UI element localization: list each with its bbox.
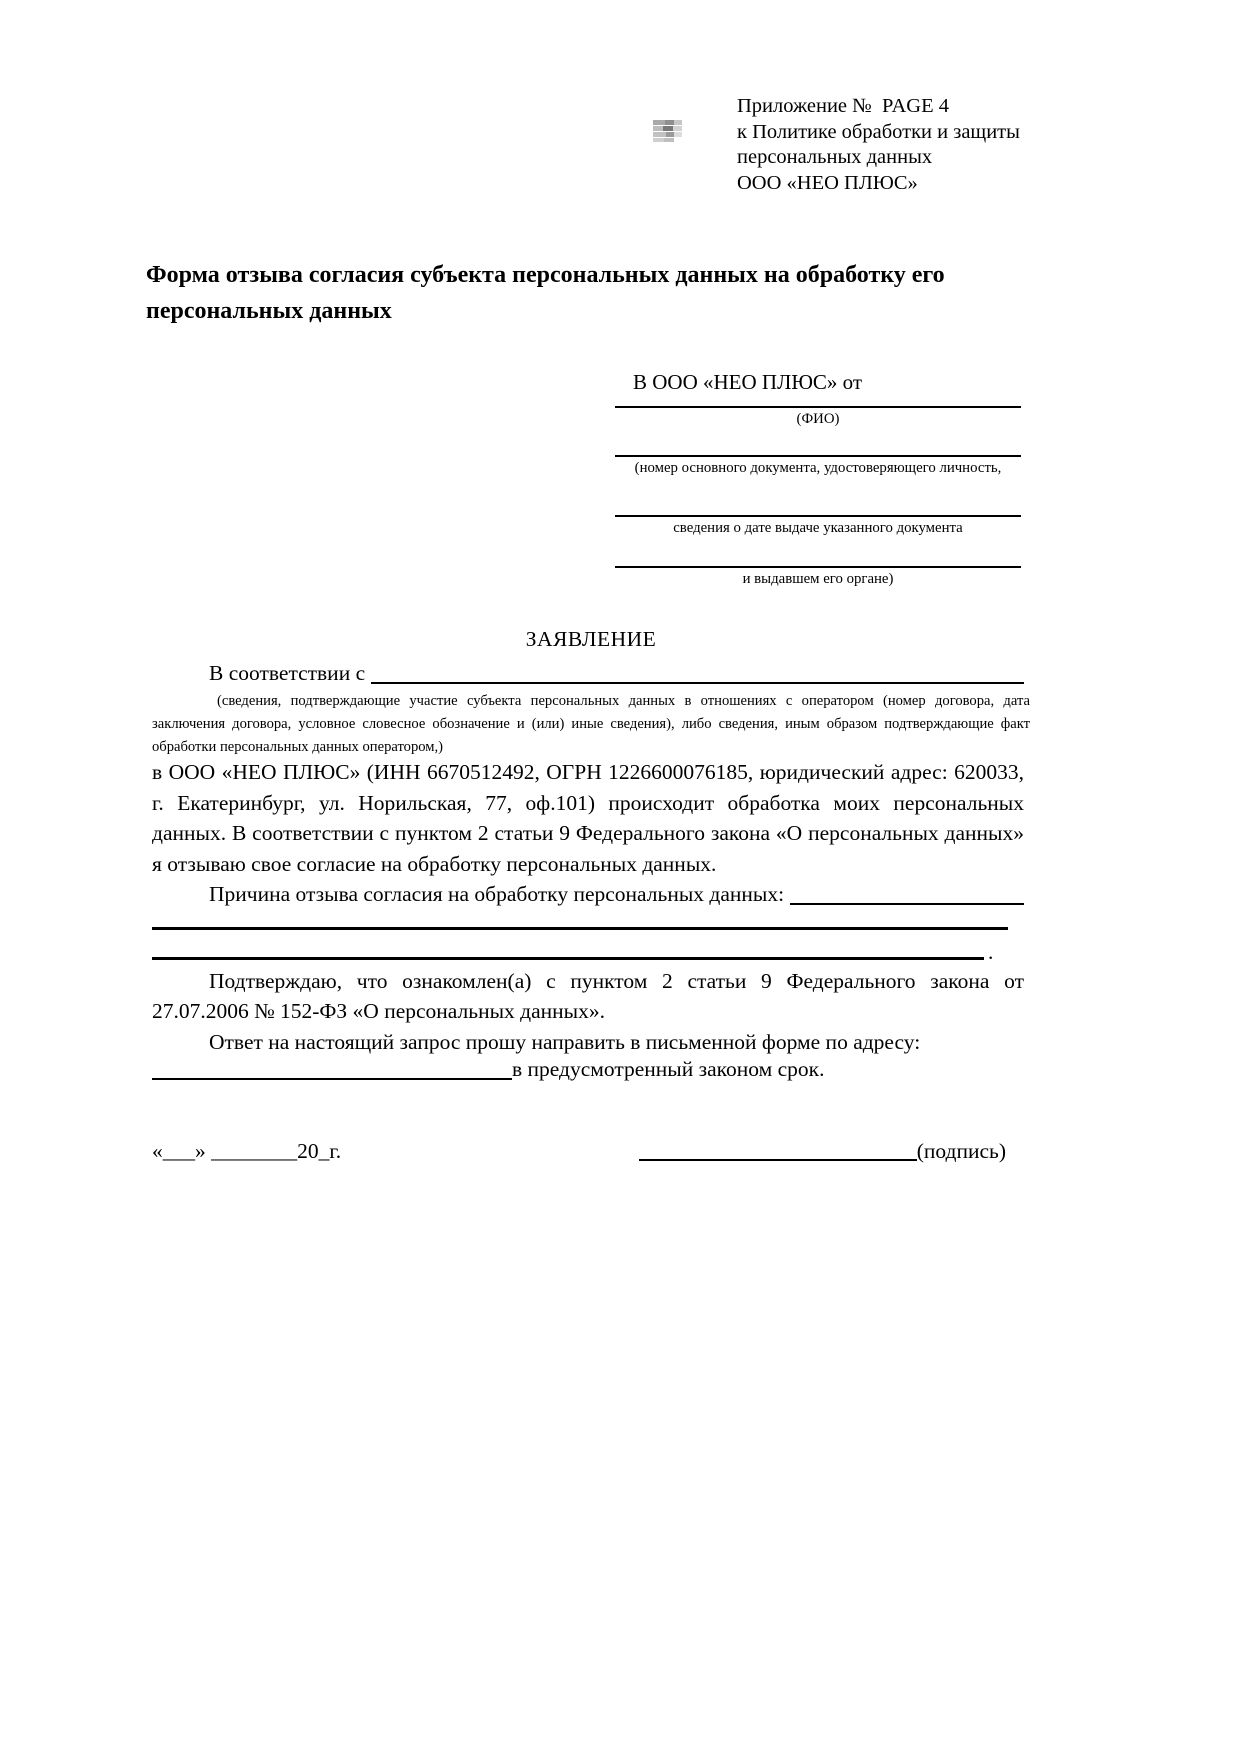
reply-suffix-text: в предусмотренный законом срок. xyxy=(512,1057,825,1081)
fio-blank-line[interactable] xyxy=(615,406,1021,408)
reason-blank-line-3[interactable] xyxy=(152,957,984,960)
fio-field-caption: (ФИО) xyxy=(796,411,840,427)
blank-line-period: . xyxy=(988,940,994,964)
page-title: Форма отзыва согласия субъекта персональных данных на обработку его персональных данных xyxy=(146,262,945,324)
reply-address-row xyxy=(152,1054,1024,1084)
appendix-header-line: к Политике обработки и защиты xyxy=(737,120,1020,143)
fine-print-note: (сведения, подтверждающие участие субъекта персональных данных в отношениях с оператором (номер договора, дата заключения договора, условное словесное обозначение и (или) иные сведения), либо сведения, иным образом подтверждающие факт обработки персональных данных оператором,) xyxy=(152,693,1030,755)
signature-row xyxy=(152,1136,1024,1166)
issue-date-field xyxy=(615,515,1021,538)
confirmation-paragraph: Подтверждаю, что ознакомлен(а) с пунктом 2 статьи 9 Федерального закона от 27.07.2006 № 152-ФЗ «О персональных данных». xyxy=(152,969,1024,1023)
intro-row xyxy=(152,659,1024,688)
document-number-caption: (номер основного документа, удостоверяющего личность, xyxy=(634,460,1002,476)
issue-date-blank-line[interactable] xyxy=(615,515,1021,517)
issuing-authority-blank-line[interactable] xyxy=(615,566,1021,568)
signature-caption: (подпись) xyxy=(916,1139,1006,1163)
reason-blank-line[interactable] xyxy=(790,879,1024,905)
appendix-header xyxy=(737,94,1020,197)
addressee-line: В ООО «НЕО ПЛЮС» от xyxy=(633,370,863,394)
intro-text: В соответствии с xyxy=(209,661,366,685)
reply-address-blank-line[interactable] xyxy=(152,1054,512,1080)
reason-row xyxy=(152,879,1024,909)
fio-field xyxy=(615,406,1021,429)
appendix-header-line: Приложение № PAGE 4 xyxy=(737,95,949,117)
date-placeholder: «___» ________20_г. xyxy=(152,1139,342,1163)
signature-blank-line[interactable] xyxy=(639,1159,917,1161)
document-number-field xyxy=(615,455,1021,478)
statement-heading: ЗАЯВЛЕНИЕ xyxy=(525,627,657,651)
document-number-blank-line[interactable] xyxy=(615,455,1021,457)
intro-blank-line[interactable] xyxy=(371,659,1024,684)
body-paragraph: в ООО «НЕО ПЛЮС» (ИНН 6670512492, ОГРН 1226600076185, юридический адрес: 620033, г. Екатеринбург, ул. Норильская, 77, оф.101) происходит обработка моих персональных данных. В соответствии с пунктом 2 статьи 9 Федерального закона «О персональных данных» я отзываю свое согласие на обработку персональных данных. xyxy=(152,760,1024,876)
issuing-authority-caption: и выдавшем его органе) xyxy=(742,571,894,587)
pixelated-artifact-image xyxy=(653,118,683,144)
appendix-header-line: ООО «НЕО ПЛЮС» xyxy=(737,172,918,195)
reply-request-text: Ответ на настоящий запрос прошу направить в письменной форме по адресу: xyxy=(209,1030,921,1054)
reason-blank-line-2[interactable] xyxy=(152,927,1008,930)
issuing-authority-field xyxy=(615,566,1021,589)
appendix-header-line: персональных данных xyxy=(737,146,933,169)
signature-block xyxy=(639,1136,1006,1166)
issue-date-caption: сведения о дате выдаче указанного документа xyxy=(673,520,963,536)
reason-label: Причина отзыва согласия на обработку персональных данных: xyxy=(209,882,785,906)
